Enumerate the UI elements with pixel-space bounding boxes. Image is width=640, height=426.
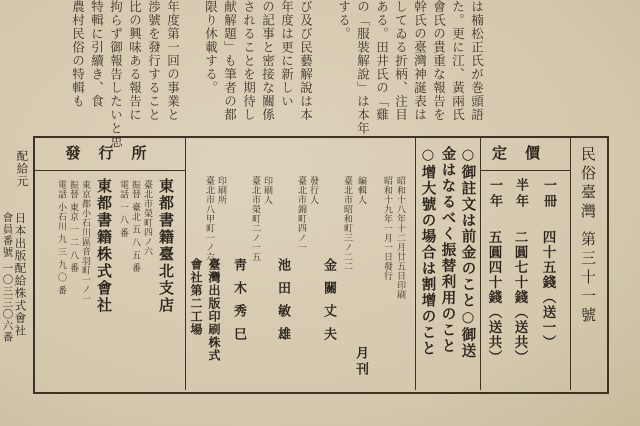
publisher-address: 臺北市榮町四ノ六 bbox=[142, 180, 152, 256]
distributor-member: 會員番號 一〇三三〇六番 bbox=[1, 212, 14, 343]
publisher-name: 東都書籍株式會社 bbox=[95, 178, 113, 314]
price-term: 一冊 bbox=[541, 178, 556, 210]
publisher-address: 東京都小石川區音羽町一ノ一 bbox=[80, 180, 90, 304]
article-column: 年度は更に新しい bbox=[279, 0, 295, 108]
price-amount: 五圓四十錢（送共） bbox=[485, 230, 502, 365]
article-column: は楠松正氏が巻頭語 bbox=[469, 0, 485, 122]
issuer-name: 池田敏雄 bbox=[275, 258, 290, 350]
article-column: 幹氏の臺灣神誕表は bbox=[412, 0, 428, 122]
article-column: 農村民俗の特輯も bbox=[70, 0, 86, 108]
publisher-account: 振替 東京 一 二 八 番 bbox=[68, 180, 78, 273]
issuer-role: 發行人 bbox=[308, 176, 318, 205]
colophon-header-rule bbox=[35, 170, 185, 171]
price-term: 半年 bbox=[513, 178, 528, 210]
publisher-phone: 電話 一 八 番 bbox=[118, 180, 128, 238]
printer-name: 靑木秀巳 bbox=[231, 258, 246, 350]
publisher-name: 東都書籍臺北支店 bbox=[157, 178, 175, 314]
issuer-address: 臺北市錦町四ノ一 bbox=[296, 176, 306, 252]
editor-name: 金關丈夫 bbox=[321, 258, 336, 350]
price-term: 一年 bbox=[487, 178, 502, 210]
printshop-name: 臺灣出版印刷株式 bbox=[207, 258, 221, 362]
order-note: ○增大號の場合は割增のこと bbox=[419, 146, 437, 357]
article-column: されることを期待し bbox=[241, 0, 257, 122]
publisher-account: 振替 臺北 五 八 五 番 bbox=[130, 180, 140, 273]
printshop-address: 臺北市八甲町一ノ六 bbox=[204, 176, 214, 262]
article-column: 渉號を發行すること bbox=[146, 0, 162, 122]
distributor-label: 配給元 bbox=[15, 150, 30, 188]
printer-address: 臺北市榮町二ノ一五 bbox=[250, 176, 260, 262]
issue-date: 昭和十九年一月一日發行 bbox=[382, 176, 392, 281]
divider bbox=[480, 138, 481, 390]
distributor-name: 日本出版配給株式會社 bbox=[13, 212, 28, 337]
article-column: の記事と密接な關係 bbox=[260, 0, 276, 122]
article-column: ある。田井氏の「雞 bbox=[374, 0, 390, 122]
editor-role: 編輯人 bbox=[356, 176, 366, 205]
article-column: 特輯に引續き、食 bbox=[89, 0, 105, 108]
price-header-rule bbox=[480, 170, 570, 171]
order-note: 金はなるべく振替利用のこと bbox=[439, 146, 457, 354]
divider bbox=[185, 138, 186, 390]
article-column: 年度第一回の事業と bbox=[165, 0, 181, 122]
editor-address: 臺北市昭和町三ノ二二 bbox=[342, 176, 352, 271]
publisher-phone: 電話 小石川 九 三 九 〇 番 bbox=[56, 180, 66, 296]
printer-role: 印刷人 bbox=[262, 176, 272, 205]
publisher-header: 發行所 bbox=[65, 144, 165, 162]
article-column: 拘らず御報告したいと思 bbox=[108, 0, 124, 149]
divider bbox=[415, 138, 416, 390]
article-column: 献解題」も筆者の都 bbox=[222, 0, 238, 122]
order-note: ○御註文は前金のこと○御送 bbox=[459, 146, 477, 359]
divider bbox=[570, 138, 571, 390]
article-column: の「服裝解說」は本年 bbox=[355, 0, 371, 135]
price-amount: 四十五錢（送一） bbox=[539, 230, 556, 350]
price-header: 定價 bbox=[491, 144, 558, 162]
print-date: 昭和十八年十二月廿五日印刷 bbox=[395, 176, 405, 300]
article-column: び及び民藝解說は本 bbox=[298, 0, 314, 122]
printshop-role: 印刷所 bbox=[216, 176, 226, 205]
article-column: 比の興味ある報告に bbox=[127, 0, 143, 122]
article-column: してゐる折柄、注目 bbox=[393, 0, 409, 122]
article-column: 限り休載する。 bbox=[203, 0, 219, 95]
article-column: 會氏の貴重な報告を bbox=[431, 0, 447, 122]
article-column: た。更に江、黃兩氏 bbox=[450, 0, 466, 122]
journal-title: 民俗臺灣 第三十一號 bbox=[579, 146, 597, 326]
price-amount: 二圓七十錢（送共） bbox=[511, 230, 528, 365]
periodical-label: 月刊 bbox=[353, 346, 368, 378]
article-column: する。 bbox=[336, 0, 352, 41]
printshop-name: 會社第二工場 bbox=[189, 258, 203, 336]
